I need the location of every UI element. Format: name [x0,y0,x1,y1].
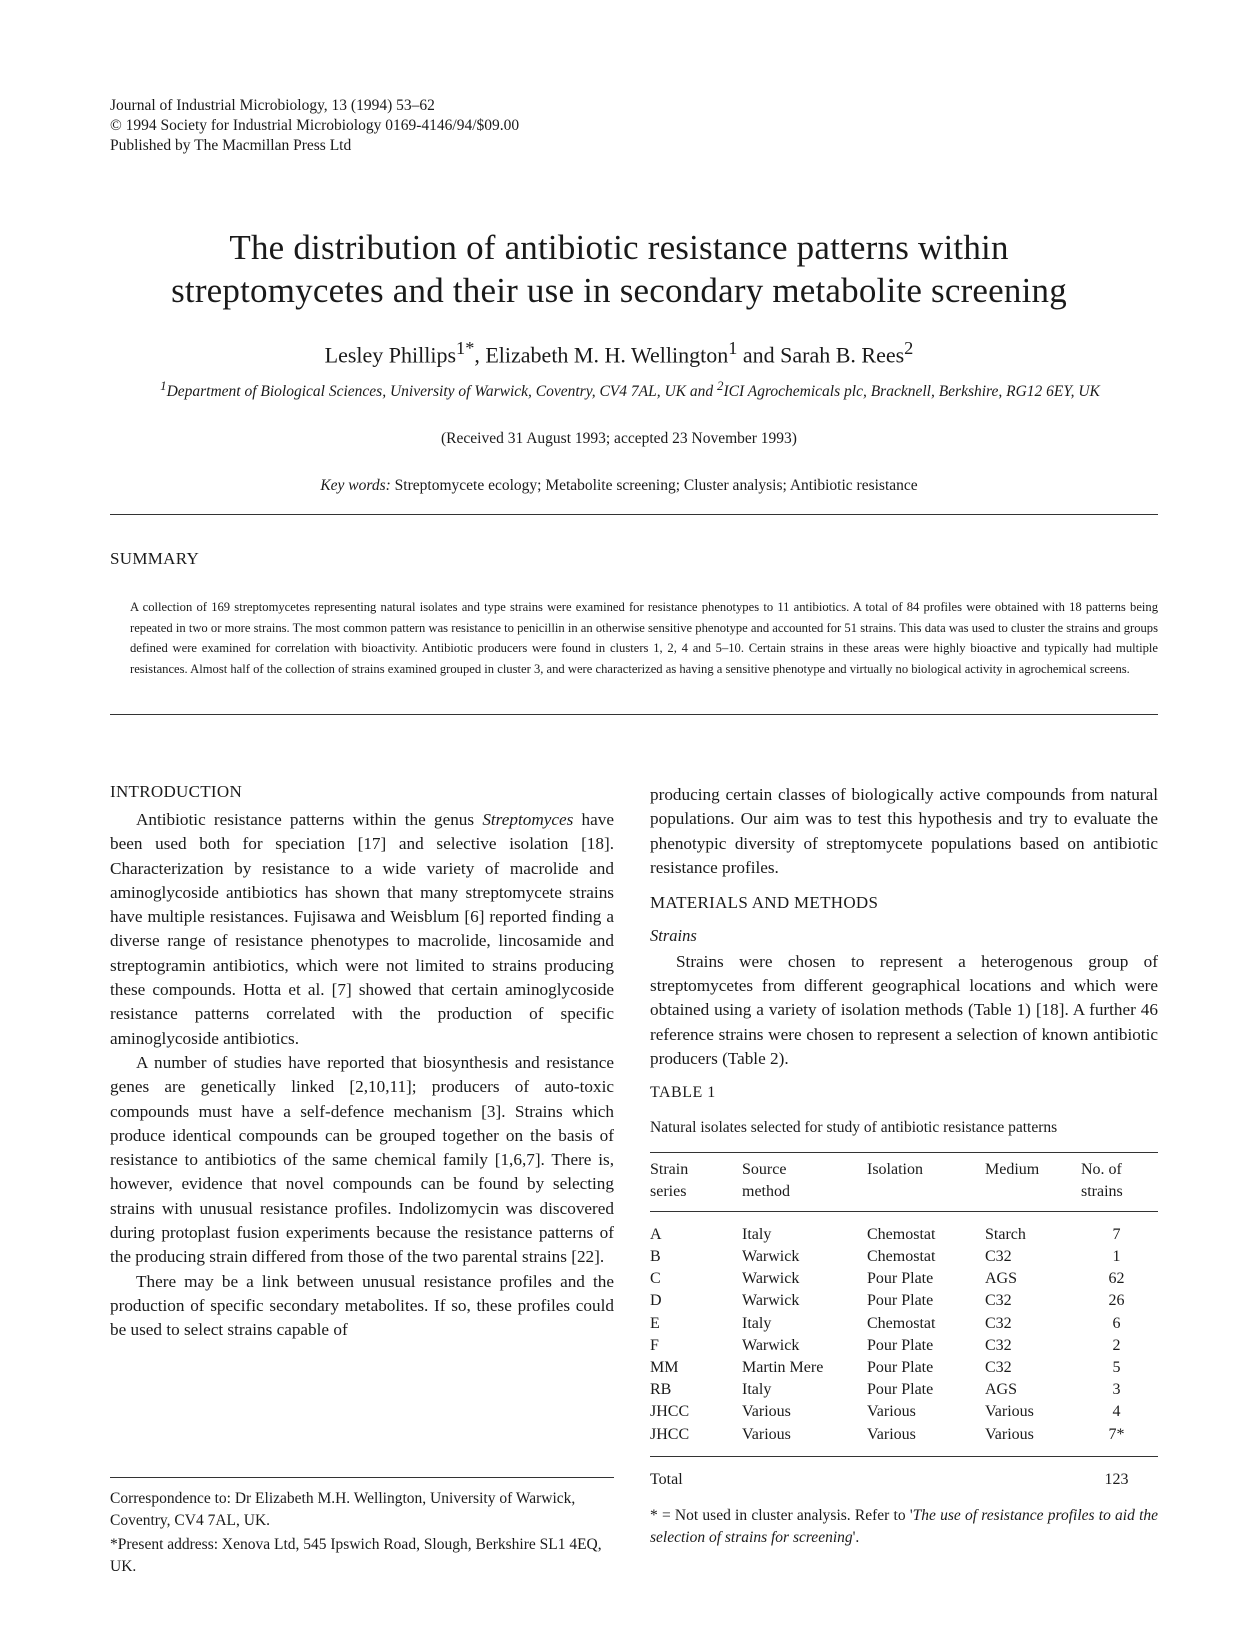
title-line-2: streptomycetes and their use in secondary metabolite screening [171,271,1067,310]
author-affiliation-mark: 2 [904,338,914,358]
table-total-row: Total 123 [650,1470,1129,1488]
affiliation-mark: 2 [717,378,724,393]
divider [110,1477,614,1478]
divider [110,514,1158,515]
author-affiliation-mark: 1 [728,338,738,358]
affiliation-1: Department of Biological Sciences, University of Warwick, Coventry, CV4 7AL, UK and [166,383,718,401]
author-affiliation-mark: 1* [456,338,475,358]
divider [110,714,1158,715]
affiliation-mark: 1 [160,378,167,393]
article-title [0,226,1238,312]
table-row: A Italy Chemostat Starch 7 [650,1225,1121,1243]
title-line-1: The distribution of antibiotic resistance patterns within [229,228,1009,267]
column-header: Strain series [650,1152,742,1211]
keywords-label: Key words: [320,477,391,494]
column-header: Isolation [867,1152,985,1211]
methods-heading: MATERIALS AND METHODS [650,893,879,913]
journal-header [110,96,519,156]
author-name: Sarah B. Rees [780,342,905,368]
author-separator: , [474,342,486,368]
table-row: B Warwick Chemostat C32 1 [650,1248,1121,1266]
summary-text: A collection of 169 streptomycetes representing natural isolates and type strains were examined for resistance phenotypes to 11 antibiotics. A total of 84 profiles were obtained with 18 patterns being repeated in two or more strains. The most common pattern was resistance to penicillin in an otherwise sensitive phenotype and accounted for 51 strains. This data was used to cluster the strains and groups defined were examined for correlation with bioactivity. Antibiotic producers were found in clusters 1, 2, 4 and 5–10. Certain strains in these areas were highly bioactive and typically had multiple resistances. Almost half of the collection of strains examined grouped in cluster 3, and were characterized as having a sensitive phenotype and virtually no biological activity in agrochemical screens. [130,600,1158,676]
journal-citation: Journal of Industrial Microbiology, 13 (1994) 53–62 [110,97,435,114]
copyright-line: © 1994 Society for Industrial Microbiology 0169-4146/94/$09.00 [110,117,520,134]
table-caption: Natural isolates selected for study of antibiotic resistance patterns [650,1118,1058,1136]
table-row: MM Martin Mere Pour Plate C32 5 [650,1359,1121,1377]
table-row: RB Italy Pour Plate AGS 3 [650,1381,1121,1399]
present-address: *Present address: Xenova Ltd, 545 Ipswich Road, Slough, Berkshire SL1 4EQ, UK. [110,1536,602,1575]
column-header: Source method [742,1152,867,1211]
author-list [0,338,1238,368]
genus-name: Streptomyces [482,810,574,829]
data-table [650,1152,1158,1491]
table-row: E Italy Chemostat C32 6 [650,1314,1121,1332]
table-footnote: * = Not used in cluster analysis. Refer to 'The use of resistance profiles to aid the selection of strains for screening'. [650,1507,1159,1547]
author-separator: and [737,342,781,368]
column-header: No. of strains [1075,1152,1158,1211]
table-row: F Warwick Pour Plate C32 2 [650,1336,1121,1354]
summary-heading: SUMMARY [110,549,200,568]
author-name: Elizabeth M. H. Wellington [485,342,729,368]
author-name: Lesley Phillips [324,342,457,368]
paragraph: A number of studies have reported that biosynthesis and resistance genes are genetically linked [2,10,11]; producers of auto-toxic compounds must have a self-defence mechanism [3]. Strains which produce identical compounds can be grouped together on the basis of resistance to antibiotics of the same chemical family [1,6,7]. There is, however, evidence that novel compounds can be found by selecting strains with unusual resistance profiles. Indolizomycin was discovered during protoplast fusion experiments because the resistance patterns of the producing strain differed from those of the two parental strains [22]. [110,1052,614,1267]
correspondence-note [110,1488,614,1580]
paragraph: producing certain classes of biologically active compounds from natural populations. Our aim was to test this hypothesis and try to evaluate the phenotypic diversity of streptomycete populations based on antibiotic resistance profiles. [650,785,1158,877]
column-header: Medium [985,1152,1075,1211]
paragraph: Strains were chosen to represent a heterogenous group of streptomycetes from different geographical locations and which were obtained using a variety of isolation methods (Table 1) [18]. A further 46 reference strains were chosen to represent a selection of known antibiotic producers (Table 2). [650,951,1158,1068]
keywords-list: Streptomycete ecology; Metabolite screening; Cluster analysis; Antibiotic resistance [390,477,918,494]
introduction-heading: INTRODUCTION [110,782,243,801]
right-column [650,783,1158,1549]
publisher-line: Published by The Macmillan Press Ltd [110,137,352,154]
paragraph: Antibiotic resistance patterns within the genus Streptomyces have been used both for speciation [17] and selective isolation [18]. Characterization by resistance to a wide variety of macrolide and aminoglycoside antibiotics has shown that many streptomycete strains have multiple resistances. Fujisawa and Weisblum [6] reported finding a diverse range of resistance phenotypes to macrolide, lincosamide and streptogramin antibiotics, which were not limited to strains producing these compounds. Hotta et al. [7] showed that certain aminoglycoside resistance patterns correlated with the production of specific aminoglycoside antibiotics. [110,810,614,1048]
affiliation-2: ICI Agrochemicals plc, Bracknell, Berkshire, RG12 6EY, UK [723,383,1100,401]
table-row: JHCC Various Various Various 4 [650,1403,1121,1421]
strains-subheading: Strains [650,926,697,946]
affiliations [110,376,1150,402]
table-header-row [650,1152,1158,1211]
left-column [110,808,614,1343]
table-row: D Warwick Pour Plate C32 26 [650,1292,1125,1310]
table-row: JHCC Various Various Various 7* [650,1424,1158,1457]
correspondence: Correspondence to: Dr Elizabeth M.H. Wellington, University of Warwick, Coventry, CV4 7AL, UK. [110,1490,576,1529]
footnote-reference: The use of resistance profiles to aid the selection of strains for screening [650,1507,1159,1547]
received-dates: (Received 31 August 1993; accepted 23 November 1993) [441,430,797,447]
table-row: C Warwick Pour Plate AGS 62 [650,1270,1125,1288]
table-label: TABLE 1 [650,1084,716,1102]
keywords [0,477,1238,495]
paragraph: There may be a link between unusual resistance profiles and the production of specific secondary metabolites. If so, these profiles could be used to select strains capable of [110,1271,614,1340]
